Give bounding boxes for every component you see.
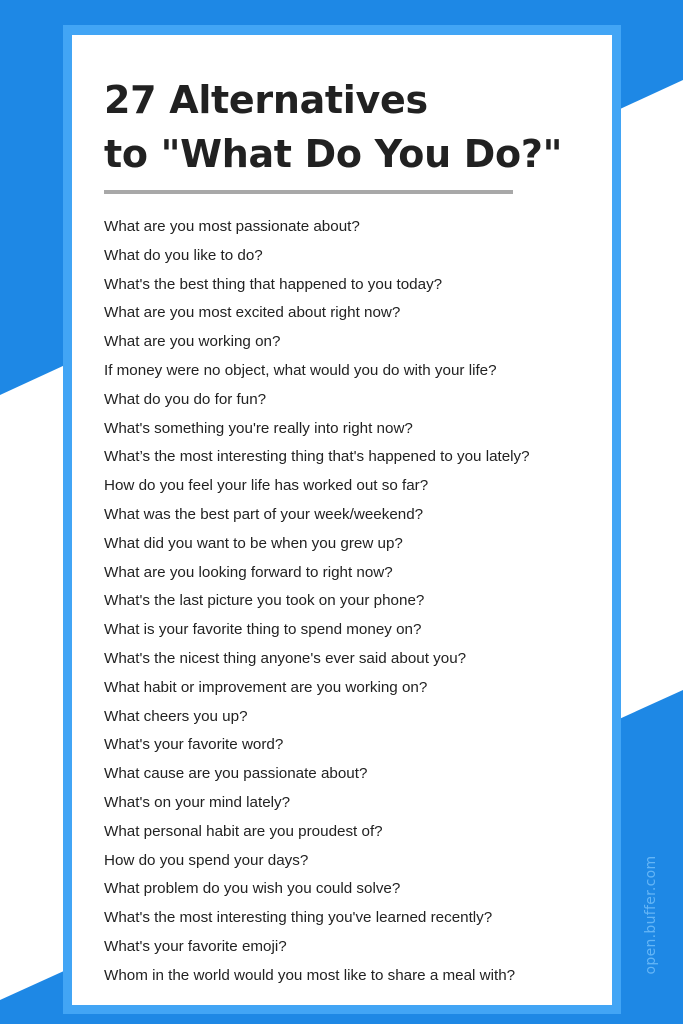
list-item: What's the nicest thing anyone's ever said about you?: [104, 649, 467, 667]
list-item: What's your favorite word?: [104, 736, 284, 754]
list-item: What personal habit are you proudest of?: [104, 822, 383, 840]
question-list: [104, 213, 530, 991]
list-item: What problem do you wish you could solve?: [104, 880, 401, 898]
content-card: [72, 35, 612, 1005]
list-item: What was the best part of your week/weekend?: [104, 505, 424, 523]
watermark: open.buffer.com: [643, 855, 659, 975]
list-item: What’s the most interesting thing that's happened to you lately?: [104, 448, 530, 466]
list-item: What's the best thing that happened to you today?: [104, 275, 443, 293]
list-item: What's your favorite emoji?: [104, 937, 287, 955]
list-item: What's the last picture you took on your phone?: [104, 592, 425, 610]
title-line-2: to "What Do You Do?": [104, 132, 563, 176]
list-item: What cheers you up?: [104, 707, 248, 725]
title-line-1: 27 Alternatives: [104, 78, 428, 122]
list-item: What are you working on?: [104, 333, 281, 351]
list-item: What cause are you passionate about?: [104, 765, 368, 783]
list-item: What's on your mind lately?: [104, 793, 291, 811]
list-item: What do you do for fun?: [104, 390, 267, 408]
list-item: What is your favorite thing to spend money on?: [104, 621, 422, 639]
list-item: How do you spend your days?: [104, 851, 309, 869]
list-item: What are you looking forward to right now?: [104, 563, 393, 581]
list-item: What's something you're really into right now?: [104, 419, 413, 437]
list-item: Whom in the world would you most like to share a meal with?: [104, 966, 516, 984]
list-item: What's the most interesting thing you've learned recently?: [104, 909, 493, 927]
list-item: What did you want to be when you grew up?: [104, 534, 403, 552]
list-item: What are you most passionate about?: [104, 218, 360, 235]
page-title: [104, 73, 562, 181]
list-item: If money were no object, what would you do with your life?: [104, 361, 497, 379]
list-item: What are you most excited about right now?: [104, 304, 401, 322]
list-item: What do you like to do?: [104, 246, 263, 264]
list-item: How do you feel your life has worked out so far?: [104, 477, 429, 495]
list-item: What habit or improvement are you working on?: [104, 678, 428, 696]
title-divider: [104, 190, 513, 194]
